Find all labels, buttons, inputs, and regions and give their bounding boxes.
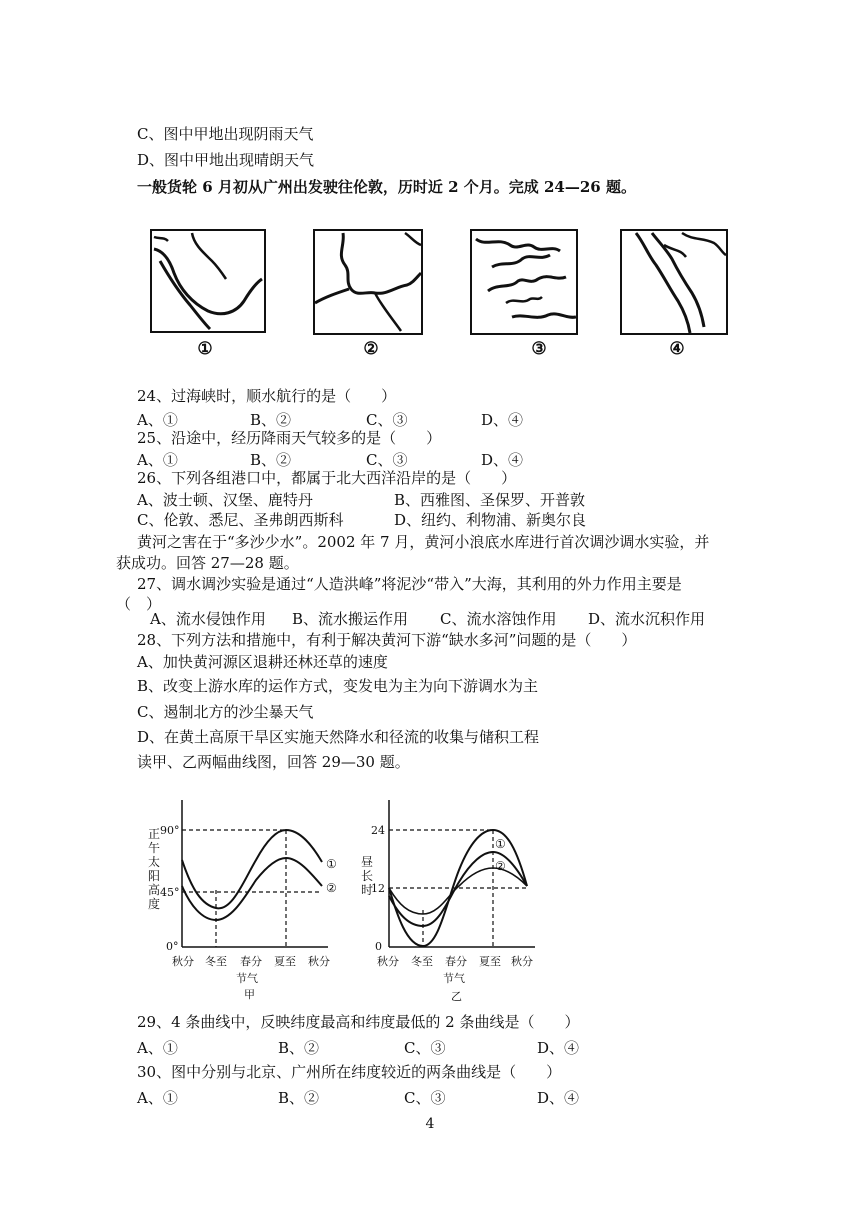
q25-option-d: D、④ bbox=[481, 451, 524, 469]
q30-option-c: C、③ bbox=[404, 1089, 446, 1107]
question-26: 26、下列各组港口中，都属于北大西洋沿岸的是（ ） bbox=[137, 469, 517, 487]
chart-yi-xtick-1: 秋分 bbox=[377, 955, 399, 968]
question-24: 24、过海峡时，顺水航行的是（ ） bbox=[137, 387, 397, 405]
map-2 bbox=[313, 229, 423, 335]
chart-jia-xtick-3: 春分 bbox=[240, 955, 262, 968]
chart-jia-curve-label-1: ① bbox=[326, 857, 337, 871]
q29-option-b: B、② bbox=[278, 1039, 320, 1057]
chart-jia bbox=[140, 790, 350, 1015]
chart-yi-curve-label-2: ② bbox=[495, 859, 506, 873]
option-c-line: C、图中甲地出现阴雨天气 bbox=[137, 125, 314, 143]
chart-yi-ylabel-2: 长 bbox=[361, 869, 374, 883]
chart-jia-caption: 甲 bbox=[244, 988, 255, 1001]
chart-yi-ytick-24: 24 bbox=[371, 824, 385, 837]
chart-jia-ylabel-5: 高 bbox=[148, 883, 161, 897]
chart-jia-ytick-90: 90° bbox=[160, 824, 180, 837]
chart-jia-xlabel: 节气 bbox=[236, 972, 258, 985]
map-4-coastline bbox=[622, 231, 726, 333]
chart-yi-ytick-12: 12 bbox=[371, 882, 385, 895]
q26-option-c: C、伦敦、悉尼、圣弗朗西斯科 bbox=[137, 511, 344, 529]
chart-jia-xtick-4: 夏至 bbox=[274, 955, 296, 968]
map-3-coastline bbox=[472, 231, 576, 333]
q25-option-a: A、① bbox=[137, 451, 178, 469]
q27-option-b: B、流水搬运作用 bbox=[292, 610, 409, 628]
chart-jia-ylabel-4: 阳 bbox=[148, 869, 161, 883]
intro-27-28-line1: 黄河之害在于“多沙少水”。2002 年 7 月，黄河小浪底水库进行首次调沙调水实验，并 bbox=[137, 533, 710, 551]
q28-option-d: D、在黄土高原干旱区实施天然降水和径流的收集与储积工程 bbox=[137, 728, 540, 746]
map-label-4: ④ bbox=[669, 339, 685, 359]
chart-yi-ylabel-3: 时 bbox=[361, 883, 374, 897]
q27-option-d: D、流水沉积作用 bbox=[588, 610, 706, 628]
map-label-1: ① bbox=[197, 339, 213, 359]
q26-option-d: D、纽约、利物浦、新奥尔良 bbox=[394, 511, 587, 529]
q29-option-d: D、④ bbox=[537, 1039, 580, 1057]
q27-option-c: C、流水溶蚀作用 bbox=[440, 610, 557, 628]
chart-jia-xtick-5: 秋分 bbox=[308, 955, 330, 968]
q29-option-a: A、① bbox=[137, 1039, 178, 1057]
q28-option-b: B、改变上游水库的运作方式，变发电为主为向下游调水为主 bbox=[137, 677, 539, 695]
chart-jia-ylabel-2: 午 bbox=[148, 841, 161, 855]
question-30: 30、图中分别与北京、广州所在纬度较近的两条曲线是（ ） bbox=[137, 1063, 562, 1081]
map-4 bbox=[620, 229, 728, 335]
q28-option-c: C、遏制北方的沙尘暴天气 bbox=[137, 703, 314, 721]
chart-yi bbox=[355, 790, 565, 1015]
chart-yi-ytick-0: 0 bbox=[375, 940, 382, 953]
q30-option-b: B、② bbox=[278, 1089, 320, 1107]
q24-option-b: B、② bbox=[250, 411, 292, 429]
chart-yi-xtick-4: 夏至 bbox=[479, 955, 501, 968]
intro-24-26: 一般货轮 6 月初从广州出发驶往伦敦，历时近 2 个月。完成 24—26 题。 bbox=[137, 178, 636, 196]
chart-jia-ytick-45: 45° bbox=[160, 886, 180, 899]
q29-option-c: C、③ bbox=[404, 1039, 446, 1057]
map-1 bbox=[150, 229, 266, 333]
q24-option-d: D、④ bbox=[481, 411, 524, 429]
map-2-coastline bbox=[315, 231, 421, 333]
chart-jia-xtick-2: 冬至 bbox=[205, 955, 227, 968]
question-27-blank: （ ） bbox=[116, 595, 162, 613]
question-29: 29、4 条曲线中，反映纬度最高和纬度最低的 2 条曲线是（ ） bbox=[137, 1013, 580, 1031]
chart-jia-ylabel-3: 太 bbox=[148, 855, 161, 869]
q24-option-a: A、① bbox=[137, 411, 178, 429]
intro-29-30: 读甲、乙两幅曲线图，回答 29—30 题。 bbox=[137, 753, 410, 771]
chart-yi-xtick-2: 冬至 bbox=[411, 955, 433, 968]
q26-option-a: A、波士顿、汉堡、鹿特丹 bbox=[137, 491, 313, 509]
chart-jia-ylabel-1: 正 bbox=[148, 827, 161, 841]
chart-jia-ytick-0: 0° bbox=[166, 940, 179, 953]
chart-yi-xtick-3: 春分 bbox=[445, 955, 467, 968]
q27-option-a: A、流水侵蚀作用 bbox=[150, 610, 266, 628]
intro-27-28-line2: 获成功。回答 27—28 题。 bbox=[116, 554, 299, 572]
q30-option-a: A、① bbox=[137, 1089, 178, 1107]
q24-option-c: C、③ bbox=[366, 411, 408, 429]
question-28: 28、下列方法和措施中，有利于解决黄河下游“缺水多河”问题的是（ ） bbox=[137, 631, 637, 649]
question-25: 25、沿途中，经历降雨天气较多的是（ ） bbox=[137, 429, 442, 447]
chart-yi-xlabel: 节气 bbox=[443, 972, 465, 985]
page-number: 4 bbox=[425, 1116, 435, 1132]
map-label-3: ③ bbox=[531, 339, 547, 359]
option-d-line: D、图中甲地出现晴朗天气 bbox=[137, 151, 315, 169]
chart-jia-ylabel-6: 度 bbox=[148, 897, 161, 911]
q30-option-d: D、④ bbox=[537, 1089, 580, 1107]
map-1-coastline bbox=[152, 231, 264, 331]
chart-yi-curve-label-1: ① bbox=[495, 837, 506, 851]
chart-jia-xtick-1: 秋分 bbox=[172, 955, 194, 968]
chart-yi-ylabel-1: 昼 bbox=[361, 855, 374, 869]
q25-option-c: C、③ bbox=[366, 451, 408, 469]
q25-option-b: B、② bbox=[250, 451, 292, 469]
map-label-2: ② bbox=[363, 339, 379, 359]
question-27: 27、调水调沙实验是通过“人造洪峰”将泥沙“带入”大海，其利用的外力作用主要是 bbox=[137, 575, 682, 593]
chart-yi-caption: 乙 bbox=[451, 990, 462, 1003]
q28-option-a: A、加快黄河源区退耕还林还草的速度 bbox=[137, 653, 388, 671]
chart-yi-xtick-5: 秋分 bbox=[511, 955, 533, 968]
q26-option-b: B、西雅图、圣保罗、开普敦 bbox=[394, 491, 586, 509]
chart-jia-curve-label-2: ② bbox=[326, 881, 337, 895]
map-3 bbox=[470, 229, 578, 335]
